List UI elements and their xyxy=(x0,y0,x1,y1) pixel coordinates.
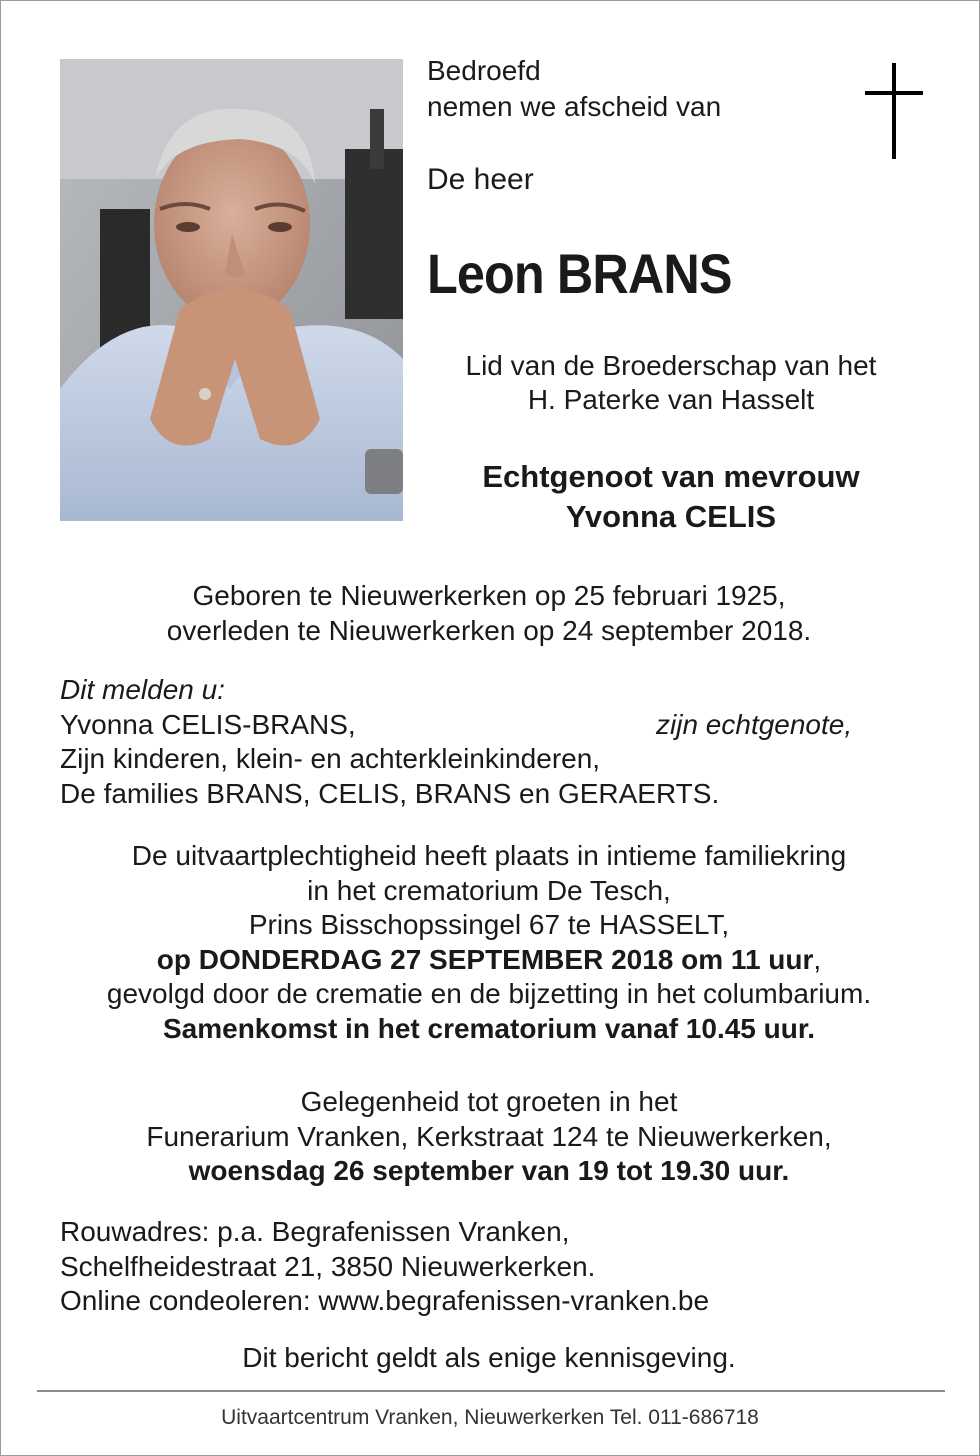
life-dates xyxy=(21,579,957,648)
ceremony-date-row xyxy=(21,943,957,978)
ceremony-line-3: Prins Bisschopssingel 67 te HASSELT, xyxy=(248,909,730,940)
announcement-families: De families BRANS, CELIS, BRANS en GERAERTS. xyxy=(60,777,720,809)
mourning-address xyxy=(60,1215,940,1319)
ceremony-gathering: Samenkomst in het crematorium vanaf 10.45 uur. xyxy=(162,1012,815,1044)
address-line-1: Rouwadres: p.a. Begrafenissen Vranken, xyxy=(60,1216,570,1247)
ceremony-line-5: gevolgd door de crematie en de bijzetting in het columbarium. xyxy=(106,978,872,1009)
visitation-time: woensdag 26 september van 19 tot 19.30 uur. xyxy=(188,1155,790,1186)
opening-line-1: Bedroefd xyxy=(427,55,541,86)
death-line: overleden te Nieuwerkerken op 24 september 2018. xyxy=(166,614,812,646)
brotherhood-line-2: H. Paterke van Hasselt xyxy=(527,384,815,415)
salutation: De heer xyxy=(427,163,534,196)
opening-text xyxy=(427,53,721,125)
ceremony-details xyxy=(21,839,957,1046)
portrait-photo xyxy=(60,59,403,521)
ceremony-line-2: in het crematorium De Tesch, xyxy=(307,874,671,906)
visitation-line-2: Funerarium Vranken, Kerkstraat 124 te Nieuwerkerken, xyxy=(146,1120,832,1152)
announcement-children: Zijn kinderen, klein- en achterkleinkinderen, xyxy=(60,743,601,774)
ceremony-date-suffix: , xyxy=(813,943,822,975)
online-condolence: Online condeoleren: www.begrafenissen-vranken.be xyxy=(60,1285,710,1316)
brotherhood-line-1: Lid van de Broederschap van het xyxy=(465,350,877,381)
birth-line: Geboren te Nieuwerkerken op 25 februari 1925, xyxy=(192,580,786,611)
visitation-line-1: Gelegenheid tot groeten in het xyxy=(300,1086,678,1117)
spouse-line-1: Echtgenoot van mevrouw xyxy=(482,459,860,494)
ceremony-date: op DONDERDAG 27 SEPTEMBER 2018 om 11 uur xyxy=(156,943,814,975)
visitation-details xyxy=(21,1085,957,1189)
announcement-intro: Dit melden u: xyxy=(60,674,225,705)
latin-cross-icon xyxy=(865,63,923,159)
brotherhood-membership xyxy=(421,349,921,417)
funeral-home-footer: Uitvaartcentrum Vranken, Nieuwerkerken Tel. 011-686718 xyxy=(221,1406,759,1429)
announcement-spouse-name: Yvonna CELIS-BRANS, xyxy=(60,708,356,740)
announcement-spouse-row xyxy=(60,708,940,743)
announcement xyxy=(60,673,940,811)
spouse-line-2: Yvonna CELIS xyxy=(565,499,777,534)
deceased-name: Leon BRANS xyxy=(427,242,732,305)
opening-line-2: nemen we afscheid van xyxy=(427,91,722,122)
ceremony-line-1: De uitvaartplechtigheid heeft plaats in intieme familiekring xyxy=(131,840,847,871)
announcement-spouse-relation: zijn echtgenote, xyxy=(656,708,853,740)
address-line-2: Schelfheidestraat 21, 3850 Nieuwerkerken. xyxy=(60,1250,596,1282)
spouse-block xyxy=(421,457,921,537)
notice-line: Dit bericht geldt als enige kennisgeving. xyxy=(242,1342,736,1373)
footer-divider xyxy=(37,1390,945,1392)
